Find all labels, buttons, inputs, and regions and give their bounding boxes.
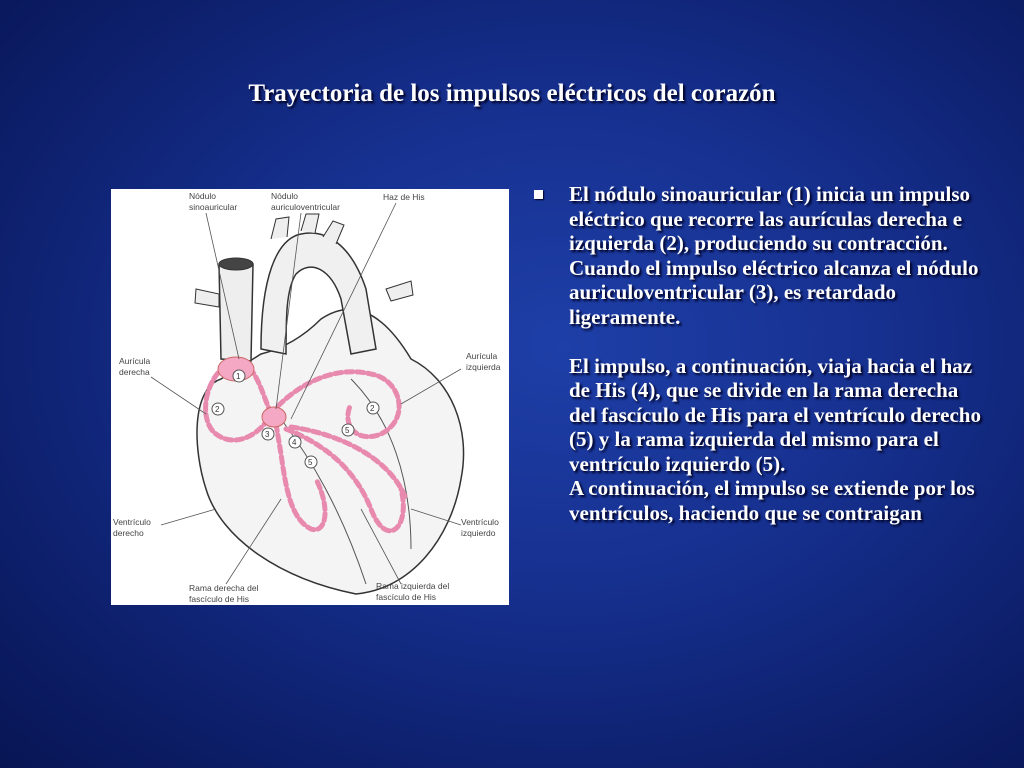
label-left-branch-1: Rama izquierda del [376,581,450,591]
av-node [262,407,286,427]
marker-5b: 5 [308,458,313,467]
marker-2a: 2 [215,405,220,414]
label-left-atrium-1: Aurícula [466,351,498,361]
slide-body [569,182,989,525]
label-right-ventricle-2: derecho [113,528,144,538]
label-right-atrium-1: Aurícula [119,356,151,366]
label-right-branch-1: Rama derecha del [189,583,259,593]
square-bullet-icon [534,190,543,199]
label-his: Haz de His [383,192,425,202]
label-right-ventricle-1: Ventrículo [113,517,151,527]
label-sa-node-1: Nódulo [189,191,216,201]
paragraph-1: El nódulo sinoauricular (1) inicia un impulso eléctrico que recorre las aurículas derecha e izquierda (2), produciendo su contracción. Cuando el impulso eléctrico alcanza el nódulo auriculoventricular (3), es retardado ligeramente. [569,182,979,329]
label-right-atrium-2: derecha [119,367,150,377]
label-av-node-1: Nódulo [271,191,298,201]
label-sa-node-2: sinoauricular [189,202,238,212]
label-left-ventricle-1: Ventrículo [461,517,499,527]
marker-5a: 5 [345,426,350,435]
label-left-branch-2: fascículo de His [376,592,436,602]
marker-1: 1 [236,372,241,381]
marker-3: 3 [265,430,270,439]
paragraph-3: A continuación, el impulso se extiende por los ventrículos, haciendo que se contraigan [569,476,975,525]
label-left-ventricle-2: izquierdo [461,528,496,538]
label-left-atrium-2: izquierda [466,362,501,372]
heart-illustration [111,189,509,605]
label-av-node-2: auriculoventricular [271,202,340,212]
heart-diagram [111,189,509,605]
slide-title: Trayectoria de los impulsos eléctricos del corazón [248,80,776,107]
marker-2b: 2 [370,404,375,413]
paragraph-2: El impulso, a continuación, viaja hacia el haz de His (4), que se divide en la rama derecha del fascículo de His para el ventrículo derecho (5) y la rama izquierda del mismo para el ventrículo izquierdo (5). [569,353,981,476]
label-right-branch-2: fascículo de His [189,594,249,604]
marker-4: 4 [292,438,297,447]
